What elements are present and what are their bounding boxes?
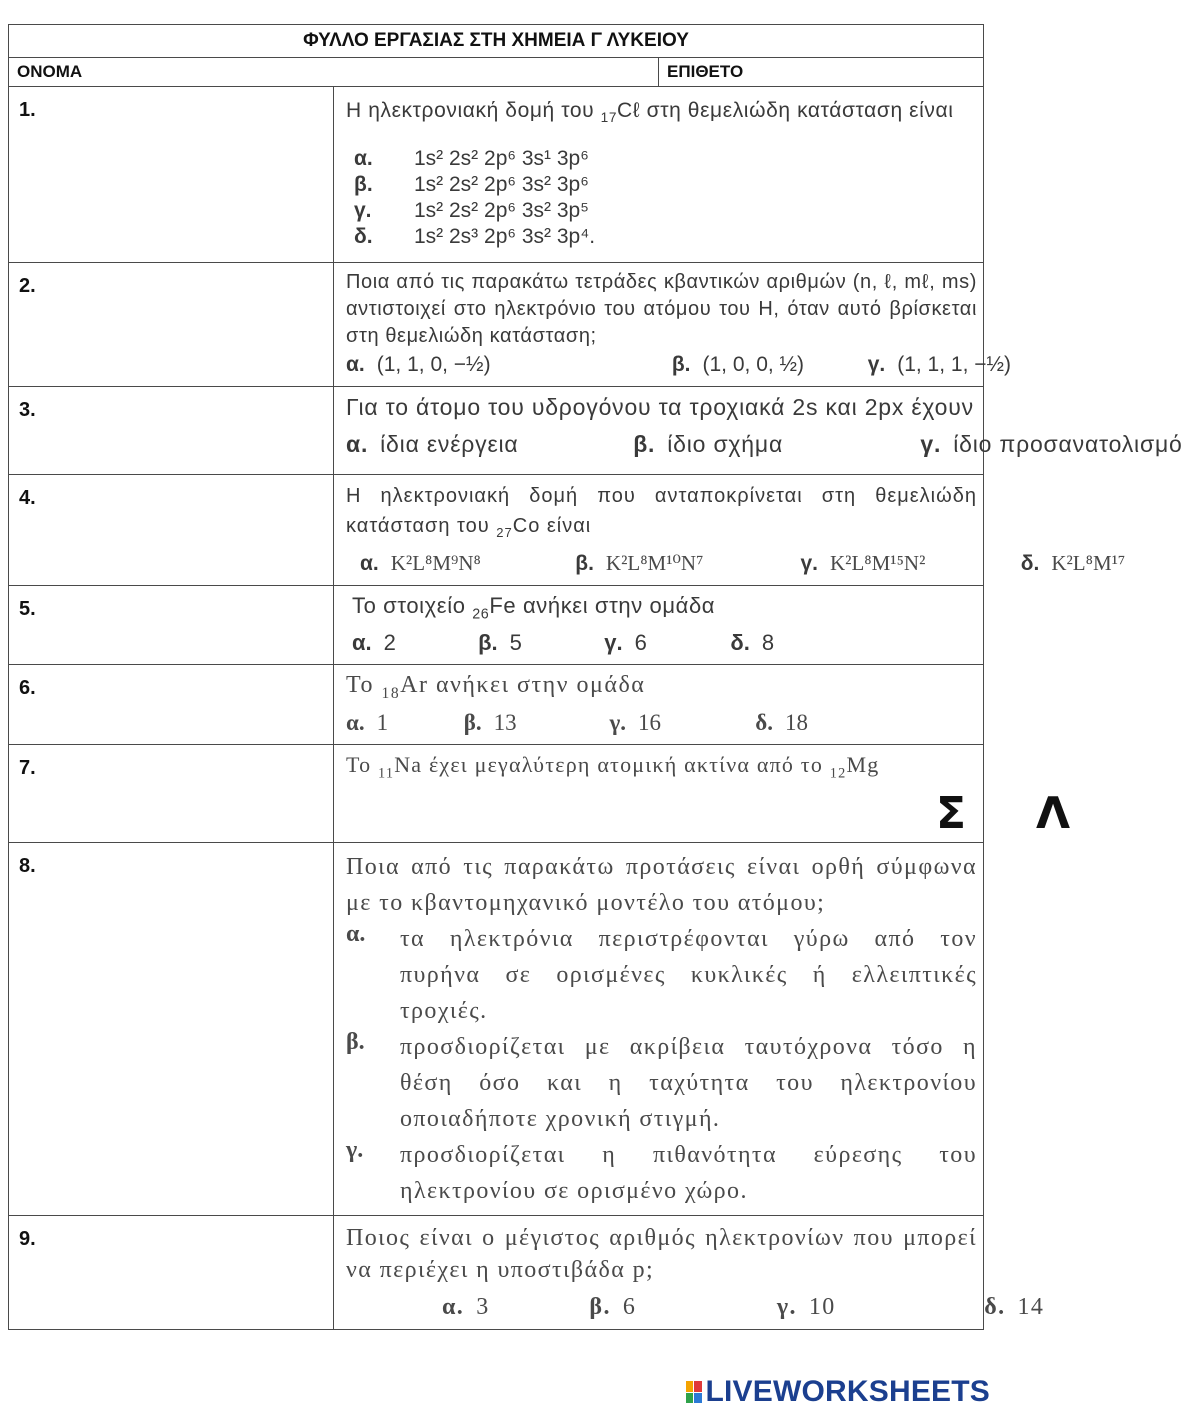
- question-body-6: [334, 665, 984, 745]
- name-label: ΟΝΟΜΑ: [17, 62, 83, 81]
- question-stem: Ποια από τις παρακάτω τετράδες κβαντικών αριθμών (n, ℓ, mℓ, ms) αντιστοιχεί στο ηλεκτρόνιο του ατόμου του Η, όταν αυτό βρίσκεται στη θεμελιώδη κατάσταση;: [346, 271, 977, 347]
- option-b[interactable]: β. 13: [463, 710, 517, 736]
- question-number: 9.: [9, 1215, 334, 1329]
- option-b[interactable]: β. 6: [589, 1293, 637, 1320]
- liveworksheets-logo-icon: [686, 1381, 702, 1403]
- option-d[interactable]: δ. 14: [984, 1293, 1045, 1320]
- question-body-1: [334, 87, 984, 263]
- options-list: [346, 1292, 1045, 1322]
- question-row-2: [9, 263, 984, 387]
- option-a[interactable]: α. 1: [346, 710, 389, 736]
- question-number: 8.: [9, 842, 334, 1215]
- question-body-9: [334, 1215, 1045, 1329]
- option-c[interactable]: γ. ίδιο προσανατολισμό: [920, 431, 1183, 457]
- options-list: [346, 146, 977, 250]
- question-row-7: [9, 745, 984, 842]
- question-number: 4.: [9, 475, 334, 586]
- option-a[interactable]: α. (1, 1, 0, −½): [346, 353, 491, 376]
- question-body-2: [334, 263, 1012, 387]
- question-row-1: [9, 87, 984, 263]
- option-c[interactable]: γ. 6: [604, 630, 647, 656]
- options-list: [346, 628, 977, 658]
- worksheet-title: ΦΥΛΛΟ ΕΡΓΑΣΙΑΣ ΣΤΗ ΧΗΜΕΙΑ Γ ΛΥΚΕΙΟΥ: [9, 25, 984, 58]
- question-stem: Το $_{11}$Na έχει μεγαλύτερη ατομική ακτίνα από το $_{12}$Mg: [346, 752, 880, 782]
- question-number: 3.: [9, 387, 334, 475]
- true-false-marks: [346, 787, 1071, 839]
- option-d[interactable]: δ. K²L⁸M¹⁷: [1020, 551, 1126, 575]
- option-a[interactable]: α. K²L⁸M⁹N⁸: [360, 551, 481, 575]
- options-list: [346, 548, 1126, 579]
- question-stem: Το στοιχείο $_{26}$Fe ανήκει στην ομάδα: [352, 593, 716, 623]
- question-number: 7.: [9, 745, 334, 842]
- question-stem: Η ηλεκτρονιακή δομή του $_{17}$Cℓ στη θεμελιώδη κατάσταση είναι: [346, 99, 954, 126]
- question-body-8: [334, 842, 984, 1215]
- question-stem: Ποια από τις παρακάτω προτάσεις είναι ορθή σύμφωνα με το κβαντομηχανικό μοντέλο του ατόμου;: [346, 853, 977, 916]
- question-number: 1.: [9, 87, 334, 263]
- true-mark[interactable]: Σ: [936, 787, 967, 839]
- brand-text: LIVEWORKSHEETS: [705, 1375, 990, 1408]
- option-c[interactable]: γ. 10: [776, 1293, 836, 1320]
- option-c[interactable]: γ. K²L⁸M¹⁵N²: [800, 551, 926, 575]
- question-stem: Το $_{18}$Ar ανήκει στην ομάδα: [346, 672, 646, 703]
- option-a[interactable]: α. 3: [442, 1293, 490, 1320]
- option-c[interactable]: γ. (1, 1, 1, −½): [867, 353, 1012, 376]
- false-mark[interactable]: Λ: [1036, 787, 1071, 839]
- option-a[interactable]: α. 2: [352, 630, 396, 656]
- question-stem: Η ηλεκτρονιακή δομή που ανταποκρίνεται στη θεμελιώδη κατάσταση του $_{27}$Co είναι: [346, 485, 977, 540]
- option-c[interactable]: γ. 16: [609, 710, 662, 736]
- surname-label: ΕΠΙΘΕΤΟ: [667, 62, 744, 81]
- option-b[interactable]: β. ίδιο σχήμα: [633, 431, 784, 457]
- question-body-4: [334, 475, 1126, 586]
- option-b[interactable]: β. προσδιορίζεται με ακρίβεια ταυτόχρονα τόσο η θέση όσο και η ταχύτητα του ηλεκτρονίου οποιαδήποτε χρονική στιγμή.: [346, 1028, 977, 1132]
- liveworksheets-brand[interactable]: [686, 1375, 991, 1409]
- question-row-5: [9, 586, 984, 665]
- options-list: [346, 708, 977, 738]
- question-number: 5.: [9, 586, 334, 665]
- question-row-8: [9, 842, 984, 1215]
- question-body-5: [334, 586, 984, 665]
- name-field[interactable]: [9, 58, 659, 87]
- option-b[interactable]: β. K²L⁸M¹⁰N⁷: [575, 551, 704, 575]
- options-list: [346, 350, 1012, 380]
- question-row-3: [9, 387, 984, 475]
- question-stem: Ποιος είναι ο μέγιστος αριθμός ηλεκτρονίων που μπορεί να περιέχει η υποστιβάδα p;: [346, 1224, 977, 1283]
- options-list: [346, 429, 1183, 459]
- option-b[interactable]: β. 5: [478, 630, 522, 656]
- option-d[interactable]: δ. 1s² 2s³ 2p⁶ 3s² 3p⁴.: [354, 225, 596, 249]
- option-b[interactable]: β. (1, 0, 0, ½): [671, 353, 805, 376]
- options-list: [346, 921, 977, 1209]
- question-number: 6.: [9, 665, 334, 745]
- surname-field[interactable]: [659, 58, 984, 87]
- option-a[interactable]: α. τα ηλεκτρόνια περιστρέφονται γύρω από τον πυρήνα σε ορισμένες κυκλικές ή ελλειπτικές τροχιές.: [346, 920, 977, 1024]
- question-number: 2.: [9, 263, 334, 387]
- option-c[interactable]: γ. 1s² 2s² 2p⁶ 3s² 3p⁵: [354, 199, 589, 223]
- option-d[interactable]: δ. 18: [755, 710, 808, 736]
- question-body-3: [334, 387, 1183, 475]
- question-row-4: [9, 475, 984, 586]
- option-d[interactable]: δ. 8: [730, 630, 775, 656]
- option-c[interactable]: γ. προσδιορίζεται η πιθανότητα εύρεσης του ηλεκτρονίου σε ορισμένο χώρο.: [346, 1136, 977, 1204]
- question-row-6: [9, 665, 984, 745]
- question-stem: Για το άτομο του υδρογόνου τα τροχιακά 2s και 2px έχουν: [346, 394, 974, 420]
- question-body-7: [334, 745, 1071, 842]
- question-row-9: [9, 1215, 984, 1329]
- option-b[interactable]: β. 1s² 2s² 2p⁶ 3s² 3p⁶: [354, 173, 589, 197]
- option-a[interactable]: α. 1s² 2s² 2p⁶ 3s¹ 3p⁶: [354, 147, 589, 171]
- option-a[interactable]: α. ίδια ενέργεια: [346, 431, 519, 457]
- worksheet-table: [8, 24, 1183, 1330]
